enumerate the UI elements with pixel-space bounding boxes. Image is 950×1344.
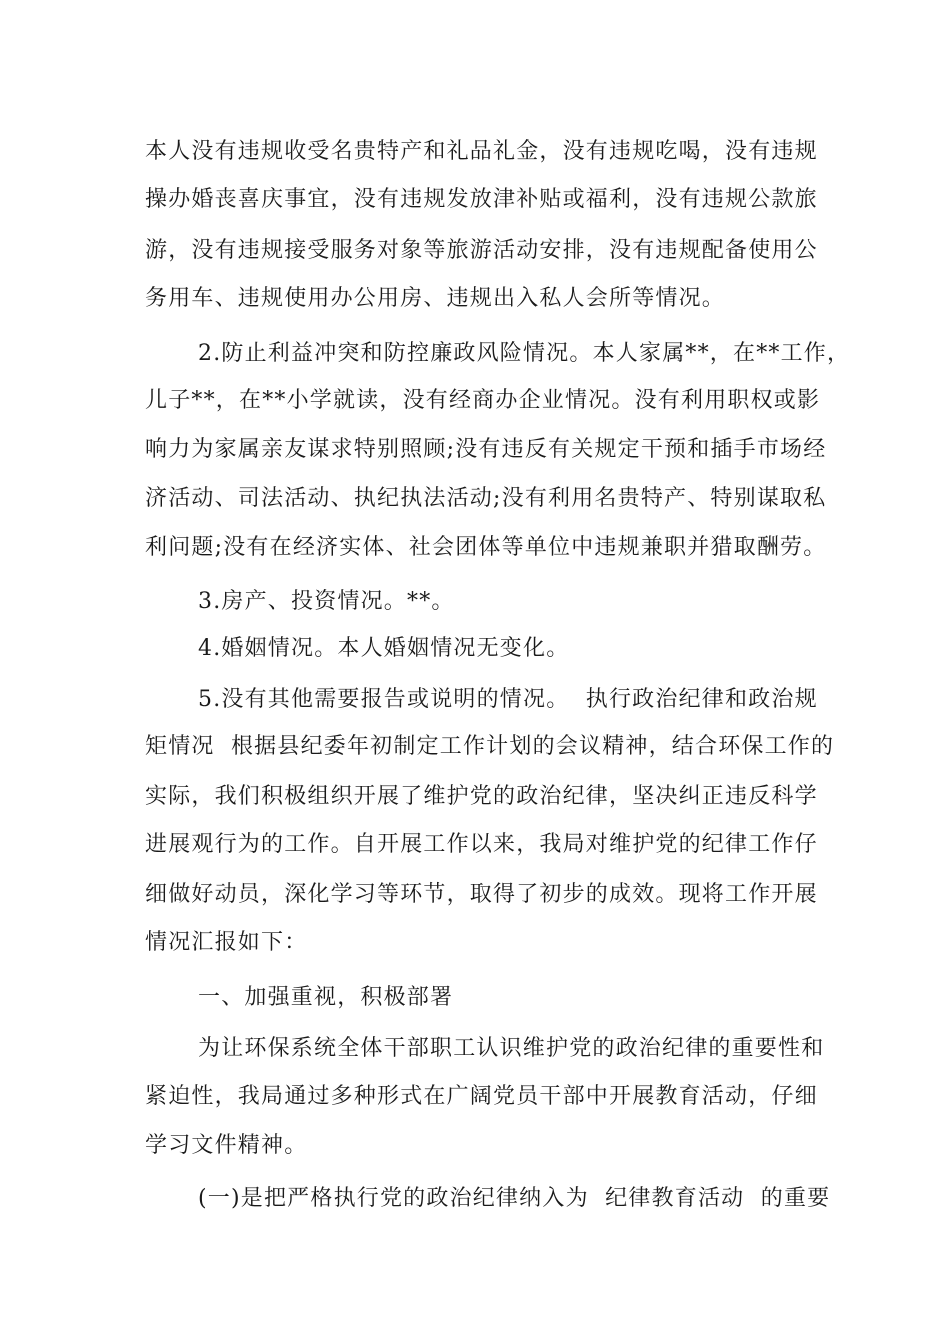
- text-line: 5.没有其他需要报告或说明的情况。 执行政治纪律和政治规: [198, 687, 818, 712]
- text-line: 本人没有违规收受名贵特产和礼品礼金，没有违规吃喝，没有违规: [145, 139, 818, 164]
- text-line: 紧迫性，我局通过多种形式在广阔党员干部中开展教育活动，仔细: [145, 1084, 818, 1109]
- text-line: 矩情况 根据县纪委年初制定工作计划的会议精神，结合环保工作的: [145, 734, 835, 759]
- text-line: 游，没有违规接受服务对象等旅游活动安排，没有违规配备使用公: [145, 238, 818, 263]
- text-line: 2.防止利益冲突和防控廉政风险情况。本人家属**，在**工作，: [198, 341, 851, 366]
- text-line: 实际，我们积极组织开展了维护党的政治纪律，坚决纠正违反科学: [145, 784, 818, 809]
- text-line: 响力为家属亲友谋求特别照顾;没有违反有关规定干预和插手市场经: [145, 437, 827, 462]
- text-line: 济活动、司法活动、执纪执法活动;没有利用名贵特产、特别谋取私: [145, 486, 827, 511]
- text-line: 3.房产、投资情况。**。: [198, 589, 455, 614]
- text-line: 操办婚丧喜庆事宜，没有违规发放津补贴或福利，没有违规公款旅: [145, 187, 818, 212]
- text-line: 利问题;没有在经济实体、社会团体等单位中违规兼职并猎取酬劳。: [145, 535, 827, 560]
- text-line: (一)是把严格执行党的政治纪律纳入为 纪律教育活动 的重要: [198, 1186, 831, 1211]
- text-line: 务用车、违规使用办公用房、违规出入私人会所等情况。: [145, 286, 726, 311]
- text-line: 学习文件精神。: [145, 1133, 308, 1158]
- text-line: 情况汇报如下：: [145, 930, 308, 955]
- text-line: 进展观行为的工作。自开展工作以来，我局对维护党的纪律工作仔: [145, 832, 818, 857]
- section-heading: 一、加强重视，积极部署: [198, 985, 454, 1010]
- text-line: 为让环保系统全体干部职工认识维护党的政治纪律的重要性和: [198, 1036, 825, 1061]
- text-line: 细做好动员，深化学习等环节，取得了初步的成效。现将工作开展: [145, 882, 818, 907]
- text-line: 4.婚姻情况。本人婚姻情况无变化。: [198, 636, 570, 661]
- text-line: 儿子**，在**小学就读，没有经商办企业情况。没有利用职权或影: [145, 388, 821, 413]
